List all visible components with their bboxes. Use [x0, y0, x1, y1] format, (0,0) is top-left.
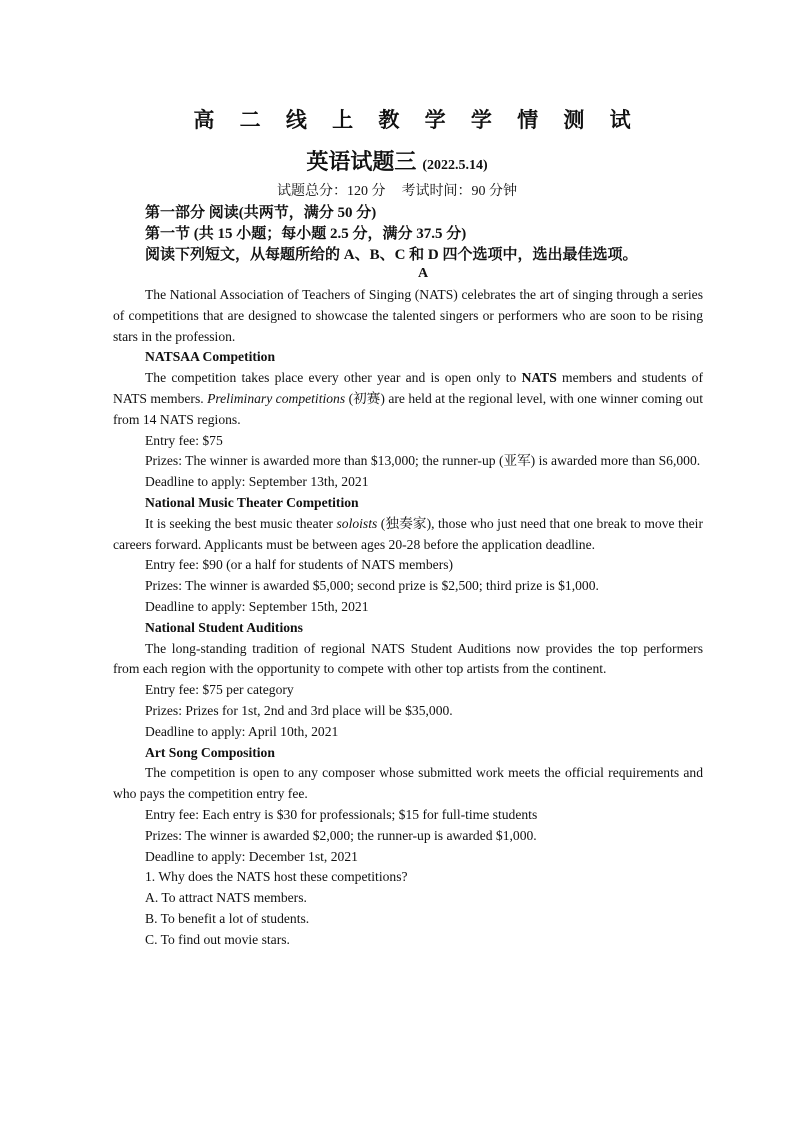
comp4-deadline: Deadline to apply: December 1st, 2021 [145, 848, 358, 864]
instruction-text: 阅读下列短文，从每题所给的 A、B、C 和 D 四个选项中，选出最佳选项。 [145, 247, 638, 263]
exam-title: 高 二 线 上 教 学 学 情 测 试 [193, 108, 641, 132]
passage-letter: A [417, 266, 429, 281]
part-heading: 第一部分 阅读(共两节，满分 50 分) [145, 205, 377, 221]
comp3-prizes: Prizes: Prizes for 1st, 2nd and 3rd place will be $35,000. [145, 702, 453, 718]
comp1-prizes: Prizes: The winner is awarded more than $13,000; the runner-up (亚军) is awarded more than S6,000. [145, 453, 701, 469]
comp4-fee: Entry fee: Each entry is $30 for professionals; $15 for full-time students [145, 806, 538, 822]
comp1-desc-a: The competition takes place every other year and is open only to [145, 370, 522, 386]
question-option-c: C. To find out movie stars. [145, 931, 290, 947]
comp3-fee: Entry fee: $75 per category [145, 682, 294, 698]
comp4-prizes: Prizes: The winner is awarded $2,000; the runner-up is awarded $1,000. [145, 827, 537, 843]
time-info: 考试时间：90 分钟 [401, 184, 517, 199]
comp3-heading: National Student Auditions [145, 619, 303, 635]
comp2-prizes: Prizes: The winner is awarded $5,000; second prize is $2,500; third prize is $1,000. [145, 578, 599, 594]
exam-info [0, 180, 794, 200]
comp2-desc-a: It is seeking the best music theater [145, 515, 337, 531]
comp3-deadline: Deadline to apply: April 10th, 2021 [145, 723, 339, 739]
comp1-desc-b: NATS [521, 370, 557, 386]
comp3-desc: The long-standing tradition of regional NATS Student Auditions now provides the top performers from each region with the opportunity to compete with other top artists from the continent. [113, 640, 703, 677]
question-option-b: B. To benefit a lot of students. [145, 910, 310, 926]
comp4-heading: Art Song Composition [145, 744, 275, 760]
comp2-desc-c: (独奏家), those who just need that one break to move their careers forward. Applicants must be between ages 20-28 before the application deadline. [113, 515, 703, 552]
exam-subtitle [0, 145, 794, 176]
section-heading: 第一节 (共 15 小题；每小题 2.5 分，满分 37.5 分) [145, 226, 467, 242]
subtitle-text: 英语试题三 [306, 149, 417, 174]
question-stem: 1. Why does the NATS host these competitions? [145, 869, 408, 885]
comp1-desc [113, 368, 703, 430]
passage-body [113, 285, 703, 951]
comp2-desc-b: soloists [336, 515, 378, 531]
passage-intro: The National Association of Teachers of Singing (NATS) celebrates the art of singing through a series of competitions that are designed to showcase the talented singers or performers who are soon to be rising stars in the profession. [113, 287, 703, 344]
comp2-heading: National Music Theater Competition [145, 494, 359, 510]
comp4-desc: The competition is open to any composer whose submitted work meets the official requirements and who pays the competition entry fee. [113, 765, 703, 802]
comp1-desc-d: Preliminary competitions [207, 390, 346, 406]
comp1-heading: NATSAA Competition [145, 349, 276, 365]
comp1-desc-e: (初赛) are held at the regional level, with one winner coming out from 14 NATS regions. [113, 390, 704, 427]
comp1-fee: Entry fee: $75 [145, 432, 223, 448]
comp2-fee: Entry fee: $90 (or a half for students of NATS members) [145, 557, 454, 573]
comp2-deadline: Deadline to apply: September 15th, 2021 [145, 598, 369, 614]
comp1-desc-c: members and students of NATS members. [113, 370, 704, 406]
comp1-deadline: Deadline to apply: September 13th, 2021 [145, 474, 369, 490]
score-info: 试题总分：120 分 [277, 184, 386, 199]
comp2-desc [113, 514, 703, 556]
exam-date: (2022.5.14) [422, 158, 488, 173]
question-option-a: A. To attract NATS members. [145, 890, 307, 906]
